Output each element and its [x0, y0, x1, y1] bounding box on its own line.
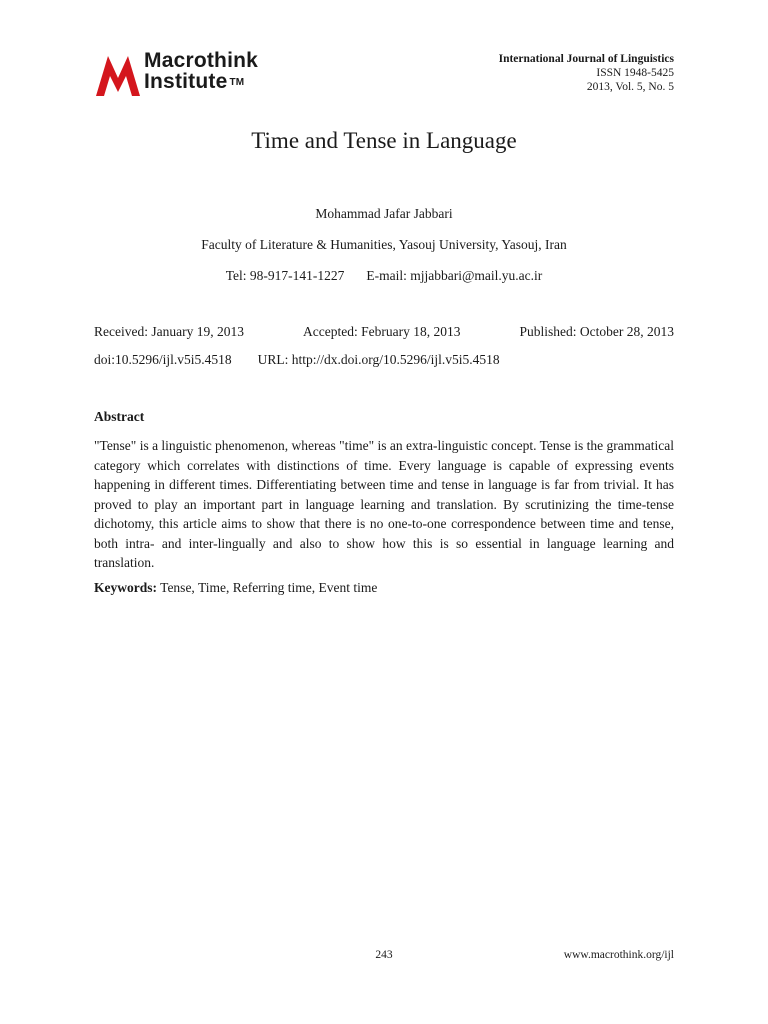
article-dates	[94, 324, 674, 340]
journal-name: International Journal of Linguistics	[498, 53, 674, 65]
received-date: Received: January 19, 2013	[94, 324, 244, 339]
page-number: 243	[375, 949, 393, 961]
author-contact	[0, 268, 768, 284]
author-email: E-mail: mjjabbari@mail.yu.ac.ir	[366, 268, 543, 283]
trademark-mark: TM	[229, 77, 245, 88]
journal-issn: ISSN 1948-5425	[596, 67, 674, 79]
keywords	[94, 580, 377, 596]
article-identifiers	[94, 352, 674, 368]
logo-line-2: Institute	[144, 70, 228, 93]
author-affiliation: Faculty of Literature & Humanities, Yasouj University, Yasouj, Iran	[201, 237, 567, 252]
author-tel: Tel: 98-917-141-1227	[225, 268, 345, 283]
author-name: Mohammad Jafar Jabbari	[315, 206, 453, 221]
accepted-date: Accepted: February 18, 2013	[303, 324, 461, 339]
keywords-label: Keywords:	[94, 580, 157, 595]
logo-wordmark	[144, 50, 258, 92]
publisher-logo	[94, 50, 294, 100]
article-title: Time and Tense in Language	[251, 128, 517, 153]
logo-line-1: Macrothink	[144, 49, 259, 72]
keywords-list: Tense, Time, Referring time, Event time	[160, 580, 378, 595]
published-date: Published: October 28, 2013	[519, 324, 674, 339]
doi-url-link[interactable]: URL: http://dx.doi.org/10.5296/ijl.v5i5.4518	[257, 352, 500, 367]
journal-website-link[interactable]: www.macrothink.org/ijl	[563, 949, 674, 961]
macrothink-m-logo-icon	[94, 52, 142, 96]
abstract-heading: Abstract	[94, 409, 145, 424]
abstract-text: "Tense" is a linguistic phenomenon, whereas "time" is an extra-linguistic concept. Tense is the grammatical category which correlates with distinctions of time. Every language is capable of expressing events happening in different times. Differentiating between time and tense in language is far from trivial. It has proved to play an important part in language learning and translation. By scrutinizing the time-tense dichotomy, this article aims to show that there is no one-to-one correspondence between time and tense, both intra- and inter-lingually and also to show how this is so essential in language learning and translation.	[94, 438, 674, 570]
doi-text: doi:10.5296/ijl.v5i5.4518	[94, 352, 232, 367]
journal-info	[499, 52, 674, 94]
journal-issue: 2013, Vol. 5, No. 5	[586, 81, 674, 93]
